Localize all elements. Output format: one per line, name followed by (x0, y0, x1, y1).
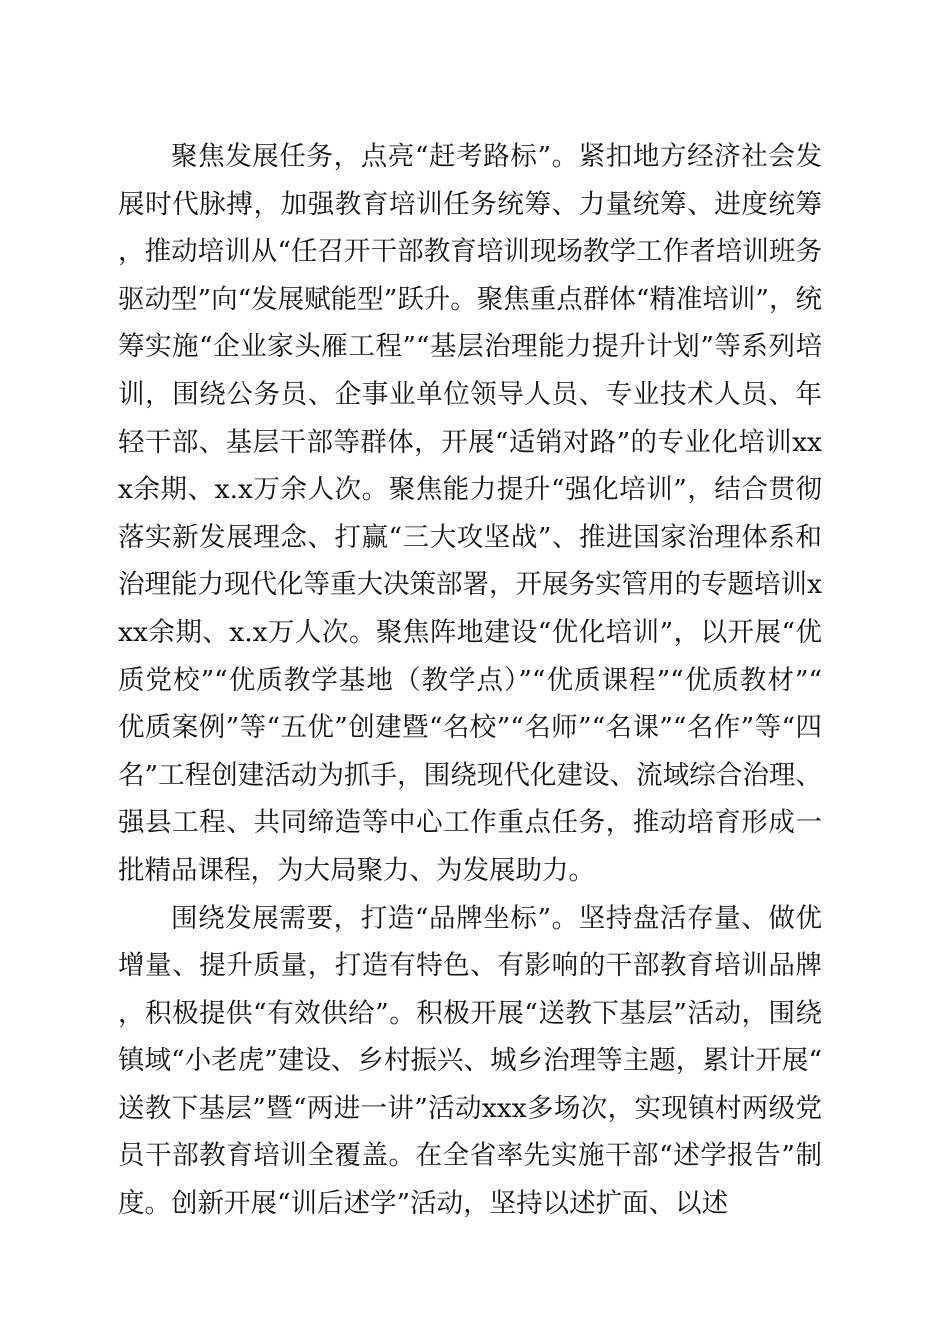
paragraph-development-needs: 围绕发展需要，打造“品牌坐标”。坚持盘活存量、做优增量、提升质量，打造有特色、有影响的干部教育培训品牌，积极提供“有效供给”。积极开展“送教下基层”活动，围绕镇域“小老虎”建设、乡村振兴、城乡治理等主题，累计开展“送教下基层”暨“两进一讲”活动xxx多场次，实现镇村两级党员干部教育培训全覆盖。在全省率先实施干部“述学报告”制度。创新开展“训后述学”活动，坚持以述扩面、以述 (118, 902, 822, 1220)
document-body (118, 133, 822, 1228)
paragraph-development-tasks: 聚焦发展任务，点亮“赶考路标”。紧扣地方经济社会发展时代脉搏，加强教育培训任务统筹、力量统筹、进度统筹，推动培训从“任召开干部教育培训现场教学工作者培训班务驱动型”向“发展赋能型”跃升。聚焦重点群体“精准培训”，统筹实施“企业家头雁工程”“基层治理能力提升计划”等系列培训，围绕公务员、企事业单位领导人员、专业技术人员、年轻干部、基层干部等群体，开展“适销对路”的专业化培训xxx余期、x.x万余人次。聚焦能力提升“强化培训”，结合贯彻落实新发展理念、打赢“三大攻坚战”、推进国家治理体系和治理能力现代化等重大决策部署，开展务实管用的专题培训xxx余期、x.x万人次。聚焦阵地建设“优化培训”，以开展“优质党校”“优质教学基地（教学点）”“优质课程”“优质教材”“优质案例”等“五优”创建暨“名校”“名师”“名课”“名作”等“四名”工程创建活动为抓手，围绕现代化建设、流域综合治理、强县工程、共同缔造等中心工作重点任务，推动培育形成一批精品课程，为大局聚力、为发展助力。 (118, 141, 822, 886)
